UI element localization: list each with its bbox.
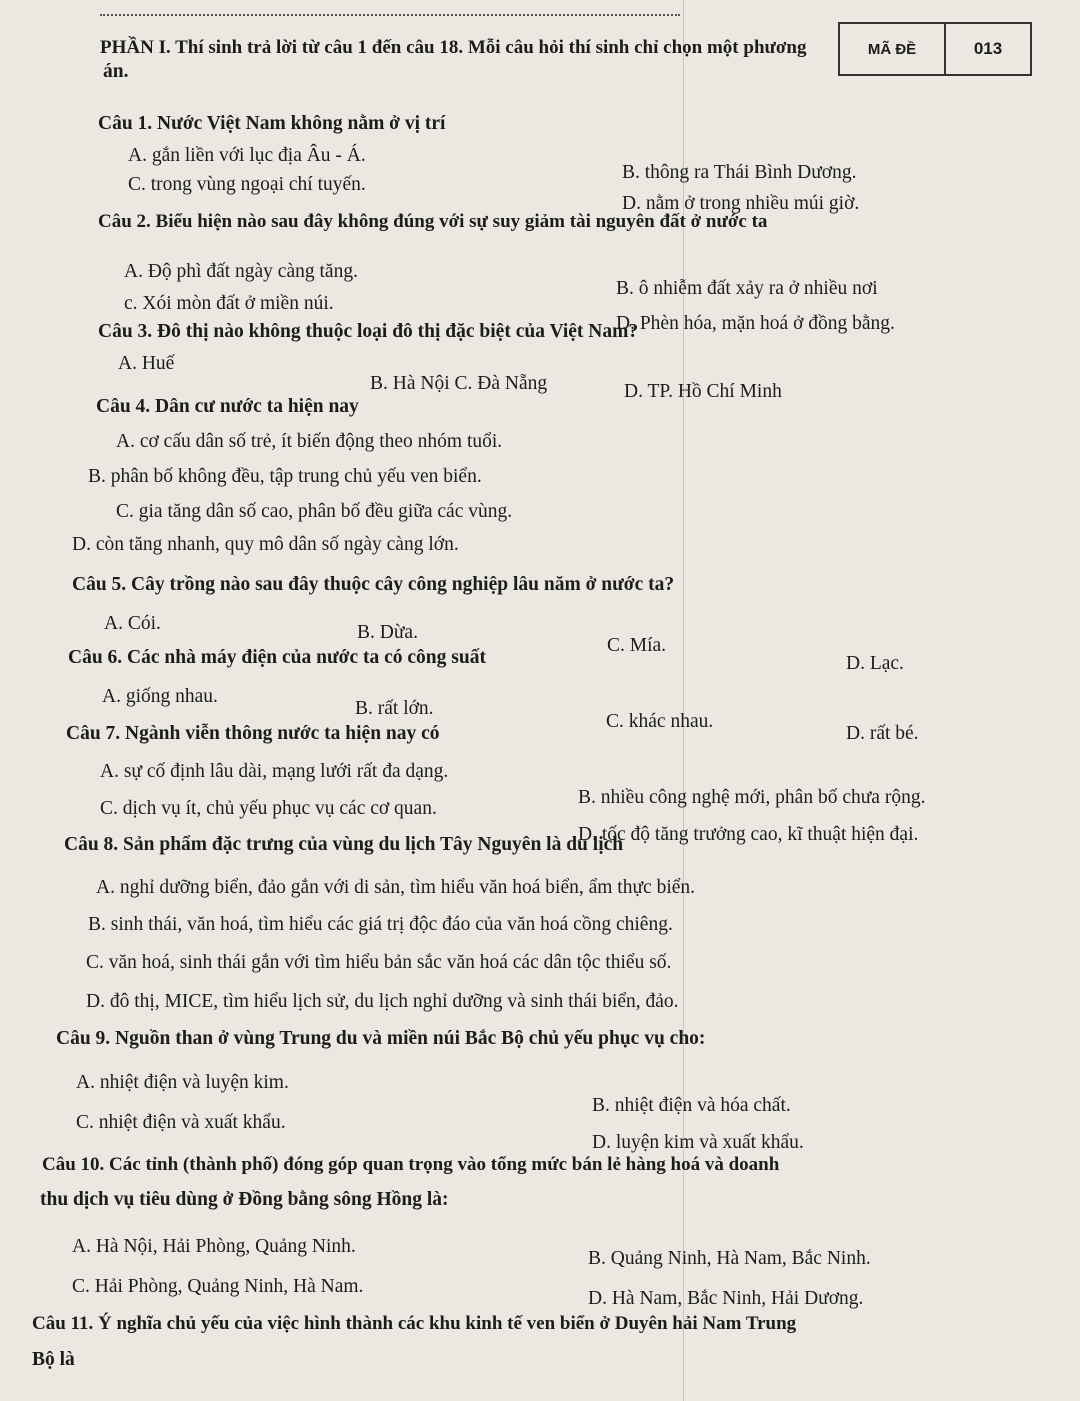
question-4: Câu 4. Dân cư nước ta hiện nay: [96, 396, 359, 417]
question-1: Câu 1. Nước Việt Nam không nằm ở vị trí: [98, 113, 446, 134]
q9-option-c: C. nhiệt điện và xuất khẩu.: [76, 1112, 286, 1133]
question-3: Câu 3. Đô thị nào không thuộc loại đô thị đặc biệt của Việt Nam?: [98, 321, 639, 342]
q2-option-b: B. ô nhiễm đất xảy ra ở nhiều nơi: [616, 278, 878, 299]
q4-option-b: B. phân bố không đều, tập trung chủ yếu ven biển.: [88, 466, 482, 487]
exam-code-box: [838, 22, 1032, 76]
q5-option-b: B. Dừa.: [357, 622, 418, 643]
question-5: Câu 5. Cây trồng nào sau đây thuộc cây công nghiệp lâu năm ở nước ta?: [72, 574, 675, 595]
question-11-cont: Bộ là: [32, 1349, 75, 1370]
question-11: Câu 11. Ý nghĩa chủ yếu của việc hình thành các khu kinh tế ven biển ở Duyên hải Nam Trung: [32, 1313, 797, 1334]
q5-option-d: D. Lạc.: [846, 653, 904, 674]
question-6: Câu 6. Các nhà máy điện của nước ta có công suất: [68, 647, 486, 668]
q2-option-a: A. Độ phì đất ngày càng tăng.: [124, 261, 358, 282]
q7-option-b: B. nhiều công nghệ mới, phân bố chưa rộng.: [578, 787, 926, 808]
q9-option-a: A. nhiệt điện và luyện kim.: [76, 1072, 289, 1093]
q4-option-a: A. cơ cấu dân số trẻ, ít biến động theo nhóm tuổi.: [116, 431, 503, 452]
q10-option-a: A. Hà Nội, Hải Phòng, Quảng Ninh.: [72, 1236, 356, 1257]
question-7: Câu 7. Ngành viễn thông nước ta hiện nay có: [66, 723, 440, 744]
question-8: Câu 8. Sản phẩm đặc trưng của vùng du lịch Tây Nguyên là du lịch: [64, 834, 624, 855]
part-instruction: PHẦN I. Thí sinh trả lời từ câu 1 đến câu 18. Mỗi câu hỏi thí sinh chỉ chọn một phương: [100, 37, 807, 58]
exam-code-value: 013: [973, 39, 1003, 58]
q1-option-a: A. gắn liền với lục địa Âu - Á.: [128, 145, 366, 166]
question-9: Câu 9. Nguồn than ở vùng Trung du và miền núi Bắc Bộ chủ yếu phục vụ cho:: [56, 1028, 706, 1049]
q9-option-b: B. nhiệt điện và hóa chất.: [592, 1095, 791, 1116]
q8-option-a: A. nghỉ dưỡng biển, đảo gắn với di sản, tìm hiểu văn hoá biển, ẩm thực biển.: [96, 877, 696, 898]
q4-option-c: C. gia tăng dân số cao, phân bố đều giữa các vùng.: [116, 501, 513, 522]
dotted-divider: [100, 14, 680, 16]
q6-option-b: B. rất lớn.: [355, 698, 434, 719]
q2-option-c: c. Xói mòn đất ở miền núi.: [124, 293, 334, 314]
q6-option-c: C. khác nhau.: [606, 711, 714, 732]
q2-option-d: D. Phèn hóa, mặn hoá ở đồng bằng.: [616, 313, 895, 334]
q10-option-b: B. Quảng Ninh, Hà Nam, Bắc Ninh.: [588, 1248, 871, 1269]
part-instruction-cont: án.: [103, 61, 129, 82]
question-10: Câu 10. Các tỉnh (thành phố) đóng góp quan trọng vào tổng mức bán lẻ hàng hoá và doanh: [42, 1154, 780, 1175]
q6-option-d: D. rất bé.: [846, 723, 919, 744]
q6-option-a: A. giống nhau.: [102, 686, 218, 707]
q7-option-a: A. sự cố định lâu dài, mạng lưới rất đa dạng.: [100, 761, 449, 782]
exam-code-label: MÃ ĐỀ: [840, 24, 946, 74]
q3-option-a: A. Huế: [118, 353, 175, 374]
q3-option-d: D. TP. Hồ Chí Minh: [624, 381, 782, 402]
q5-option-a: A. Cói.: [104, 613, 161, 634]
q8-option-b: B. sinh thái, văn hoá, tìm hiểu các giá trị độc đáo của văn hoá cồng chiêng.: [88, 914, 673, 935]
question-2: Câu 2. Biểu hiện nào sau đây không đúng với sự suy giảm tài nguyên đất ở nước ta: [98, 211, 768, 232]
q8-option-d: D. đô thị, MICE, tìm hiểu lịch sử, du lịch nghỉ dưỡng và sinh thái biển, đảo.: [86, 991, 679, 1012]
q1-option-b: B. thông ra Thái Bình Dương.: [622, 162, 857, 183]
question-10-cont: thu dịch vụ tiêu dùng ở Đồng bằng sông Hồng là:: [40, 1189, 449, 1210]
q1-option-c: C. trong vùng ngoại chí tuyến.: [128, 174, 366, 195]
q7-option-c: C. dịch vụ ít, chủ yếu phục vụ các cơ quan.: [100, 798, 437, 819]
q5-option-c: C. Mía.: [607, 635, 667, 656]
q3-option-b-c: B. Hà Nội C. Đà Nẵng: [370, 373, 548, 394]
q9-option-d: D. luyện kim và xuất khẩu.: [592, 1132, 804, 1153]
q4-option-d: D. còn tăng nhanh, quy mô dân số ngày càng lớn.: [72, 534, 459, 555]
q10-option-d: D. Hà Nam, Bắc Ninh, Hải Dương.: [588, 1288, 864, 1309]
q8-option-c: C. văn hoá, sinh thái gắn với tìm hiểu bản sắc văn hoá các dân tộc thiểu số.: [86, 952, 672, 973]
q10-option-c: C. Hải Phòng, Quảng Ninh, Hà Nam.: [72, 1276, 364, 1297]
q7-option-d: D. tốc độ tăng trưởng cao, kĩ thuật hiện đại.: [578, 824, 919, 845]
q1-option-d: D. nằm ở trong nhiều múi giờ.: [622, 193, 860, 214]
